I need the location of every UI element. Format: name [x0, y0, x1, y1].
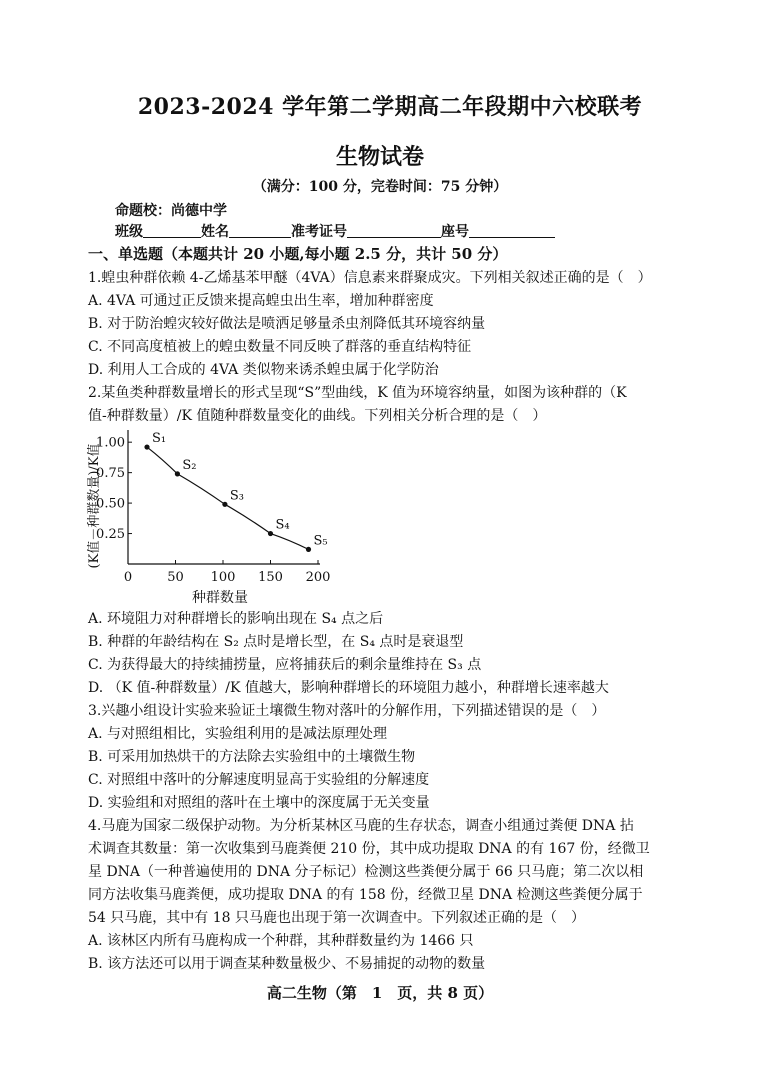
page-footer: 高二生物（第 1 页，共 8 页） — [266, 984, 494, 1002]
field-exam-id-label: 准考证号 — [291, 224, 347, 240]
data-point-label: S₅ — [313, 533, 328, 549]
question-3-stem: 3.兴趣小组设计实验来验证土壤微生物对落叶的分解作用，下列描述错误的是（ ） — [88, 703, 606, 719]
subject-title: 生物试卷 — [335, 144, 424, 170]
y-tick-label: 0.25 — [96, 527, 125, 543]
data-point — [175, 471, 180, 476]
question-2-option-d: D. （K 值-种群数量）/K 值越大，影响种群增长的环境阻力越小，种群增长速率越大 — [88, 680, 609, 696]
question-3-option-a: A. 与对照组相比，实验组利用的是减法原理处理 — [88, 726, 388, 742]
exam-title: 2023-2024 学年第二学期高二年段期中六校联考 — [137, 94, 643, 120]
question-1-option-a: A. 4VA 可通过正反馈来提高蝗虫出生率，增加种群密度 — [88, 293, 434, 309]
question-3-option-c: C. 对照组中落叶的分解速度明显高于实验组的分解速度 — [88, 772, 430, 788]
question-4-stem-line-3: 星 DNA（一种普遍使用的 DNA 分子标记）检测这些粪便分属于 66 只马鹿；第二次以相 — [88, 864, 644, 880]
data-point-label: S₂ — [182, 457, 197, 473]
field-name-blank — [229, 223, 291, 238]
data-point — [268, 531, 273, 536]
question-2-stem-line-2: 值-种群数量）/K 值随种群数量变化的曲线。下列相关分析合理的是（ ） — [88, 408, 547, 424]
data-point — [144, 444, 149, 449]
question-2-option-b: B. 种群的年龄结构在 S₂ 点时是增长型，在 S₄ 点时是衰退型 — [88, 634, 464, 650]
student-info-line — [115, 221, 555, 241]
population-chart — [80, 424, 350, 606]
y-tick-label: 0.75 — [96, 466, 125, 482]
section-title: 一、单选题（本题共计 20 小题,每小题 2.5 分，共计 50 分） — [88, 245, 508, 263]
question-1-option-c: C. 不同高度植被上的蝗虫数量不同反映了群落的垂直结构特征 — [88, 339, 472, 355]
chart-xlabel: 种群数量 — [192, 590, 248, 606]
data-point-label: S₄ — [275, 517, 290, 533]
question-1-option-d: D. 利用人工合成的 4VA 类似物来诱杀蝗虫属于化学防治 — [88, 362, 439, 378]
question-2-stem-line-1: 2.某鱼类种群数量增长的形式呈现“S”型曲线，K 值为环境容纳量，如图为该种群的（K — [88, 385, 627, 401]
field-seat-blank — [469, 223, 555, 238]
question-4-stem-line-2: 术调查其数量：第一次收集到马鹿粪便 210 份，其中成功提取 DNA 的有 167 份，经微卫 — [88, 841, 650, 857]
chart-ylabel: (K值－种群数量)/K值 — [87, 443, 102, 569]
field-seat-label: 座号 — [441, 224, 469, 240]
x-tick-label: 50 — [167, 570, 184, 585]
question-3-option-b: B. 可采用加热烘干的方法除去实验组中的土壤微生物 — [88, 749, 416, 765]
x-tick-label: 200 — [305, 570, 331, 585]
data-point — [306, 547, 311, 552]
x-tick-label: 0 — [123, 570, 133, 585]
exam-info: （满分：100 分，完卷时间：75 分钟） — [252, 179, 508, 195]
question-4-stem-line-5: 54 只马鹿，其中有 18 只马鹿也出现于第一次调查中。下列叙述正确的是（ ） — [88, 910, 585, 926]
question-2-option-a: A. 环境阻力对种群增长的影响出现在 S₄ 点之后 — [88, 611, 384, 627]
school-label: 命题校：尚德中学 — [115, 203, 227, 219]
y-tick-label: 0.50 — [96, 496, 125, 512]
question-4-stem-line-1: 4.马鹿为国家二级保护动物。为分析某林区马鹿的生存状态，调查小组通过粪便 DNA 拈 — [88, 818, 634, 834]
x-tick-label: 150 — [258, 570, 283, 585]
question-2-option-c: C. 为获得最大的持续捕捞量，应将捕获后的剩余量维持在 S₃ 点 — [88, 657, 482, 673]
x-tick-label: 100 — [210, 570, 236, 585]
data-point — [222, 502, 227, 507]
field-class-blank — [143, 223, 201, 238]
question-4-option-a: A. 该林区内所有马鹿构成一个种群，其种群数量约为 1466 只 — [88, 933, 474, 949]
data-point-label: S₁ — [152, 431, 167, 447]
field-exam-id-blank — [347, 223, 441, 238]
y-tick-label: 1.00 — [96, 435, 125, 451]
question-1-stem: 1.蝗虫种群依赖 4-乙烯基苯甲醚（4VA）信息素来群聚成灾。下列相关叙述正确的是（ ） — [88, 270, 652, 286]
data-point-label: S₃ — [229, 488, 245, 504]
question-4-stem-line-4: 同方法收集马鹿粪便，成功提取 DNA 的有 158 份，经微卫星 DNA 检测这些粪便分属于 — [88, 887, 643, 903]
field-class-label: 班级 — [115, 224, 143, 240]
question-1-option-b: B. 对于防治蝗灾较好做法是喷洒足够量杀虫剂降低其环境容纳量 — [88, 316, 486, 332]
field-name-label: 姓名 — [201, 224, 229, 240]
question-4-option-b: B. 该方法还可以用于调查某种数量极少、不易捕捉的动物的数量 — [88, 956, 486, 972]
chart-curve — [147, 447, 309, 549]
question-3-option-d: D. 实验组和对照组的落叶在土壤中的深度属于无关变量 — [88, 795, 430, 811]
